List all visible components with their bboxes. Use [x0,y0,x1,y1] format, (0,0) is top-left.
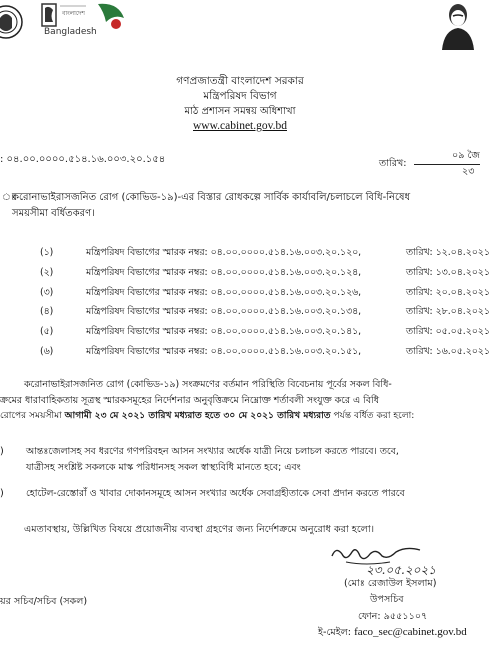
reference-number: (১) [40,247,54,258]
signatory-name: (মোঃ রেজাউল ইসলাম) [344,578,437,589]
reference-date: তারিখ: ২৮.০৪.২০২১ [406,306,490,317]
reference-number: (৪) [40,306,54,317]
reference-date: তারিখ: ১৩.০৪.২০২১ [406,267,490,278]
reference-text: মন্ত্রিপরিষদ বিভাগের স্মারক নম্বর: ০৪.০০.০০০০.৫১৪.১৬.০০৩.২০.১৪১, [86,326,362,337]
recipient: য়র সচিব/সচিব (সকল) [0,596,88,607]
body-line-3-end: পর্যন্ত বর্ধিত করা হলো: [330,411,415,421]
body-line-2: ক্রমের ধারাবাহিকতায় সূত্রস্থ স্মারকসমূহের নির্দেশনার অনুবৃত্তিক্রমে নিম্নোক্ত শর্তাবলী সংযুক্ত করে এ বিধি [0,395,379,406]
body-line-3-start: রোপের সময়সীমা [0,411,65,421]
subject-line-1: করোনাভাইরাসজনিত রোগ (কোভিড-১৯)-এর বিস্তার রোধকল্পে সার্বিক কার্যাবলি/চলাচলে বিধি-নিষেধ [12,192,411,203]
reference-number: (৬) [40,346,54,357]
signatory-phone: ফোন: ৯৫৫১১০৭ [358,611,428,622]
body-line-3-deadline: আগামী ২৩ মে ২০২১ তারিখ মধ্যরাত হতে ৩০ মে ২০২১ তারিখ মধ্যরাত [64,411,331,421]
condition-1-line-2: যাত্রীসহ সংশ্লিষ্ট সকলকে মাস্ক পরিধানসহ সকল স্বাস্থ্যবিধি মানতে হবে; এবং [26,462,301,473]
reference-date: তারিখ: ২০.০৪.২০২১ [406,287,490,298]
government-name: গণপ্রজাতন্ত্রী বাংলাদেশ সরকার [176,75,304,87]
memo-number: : ০৪.০০.০০০০.৫১৪.১৬.০০৩.২০.১৫৪ [0,154,166,165]
email-label: ই-মেইল: [318,627,352,638]
division-name: মন্ত্রিপরিষদ বিভাগ [203,90,277,102]
body-line-1: করোনাভাইরাসজনিত রোগ (কোভিড-১৯) সংক্রমণের বর্তমান পরিস্থিতি বিবেচনায় পূর্বের সকল বিধি- [24,379,392,390]
reference-text: মন্ত্রিপরিষদ বিভাগের স্মারক নম্বর: ০৪.০০.০০০০.৫১৪.১৬.০০৩.২০.১৩৪, [86,306,362,317]
condition-1-line-1: আন্তঃজেলাসহ সব ধরণের গণপরিবহন আসন সংখ্যার অর্ধেক যাত্রী নিয়ে চলাচল করতে পারবে। তবে, [26,446,399,457]
reference-text: মন্ত্রিপরিষদ বিভাগের স্মারক নম্বর: ০৪.০০.০০০০.৫১৪.১৬.০০৩.২০.১২৬, [86,287,362,298]
condition-2-number: ) [0,488,4,499]
svg-text:বাংলাদেশ: বাংলাদেশ [62,10,85,17]
closing-text: এমতাবস্থায়, উল্লিখিত বিষয়ে প্রয়োজনীয় ব্যবস্থা গ্রহণের জন্য নির্দেশক্রমে অনুরোধ করা হলো। [24,524,375,535]
handwritten-date: ২৩.০৫.২০২১ [366,563,437,577]
reference-text: মন্ত্রিপরিষদ বিভাগের স্মারক নম্বর: ০৪.০০.০০০০.৫১৪.১৬.০০৩.২০.১২০, [86,247,362,258]
body-line-3 [0,410,414,422]
reference-text: মন্ত্রিপরিষদ বিভাগের স্মারক নম্বর: ০৪.০০.০০০০.৫১৪.১৬.০০৩.২০.১২৪, [86,267,362,278]
condition-1-number: ) [0,446,4,457]
bangladesh-logo [40,0,132,46]
date-label: তারিখ: [379,158,407,169]
signatory-designation: উপসচিব [370,594,404,605]
govt-emblem-icon [0,4,26,40]
reference-number: (৩) [40,287,54,298]
date-day: ০৯ জৈ [452,150,480,161]
reference-number: (২) [40,267,54,278]
website-text[interactable]: www.cabinet.gov.bd [193,120,287,132]
website-link[interactable] [0,120,480,132]
condition-2-line-1: হোটেল-রেস্তোরাঁ ও খাবার দোকানসমূহে আসন সংখ্যার অর্ধেক সেবাগ্রহীতাকে সেবা প্রদান করতে পারবে [26,488,405,499]
date-underline [414,164,480,165]
portrait-icon [434,0,480,50]
date-year: ২৩ [462,166,475,177]
reference-date: তারিখ: ০৫.০৫.২০২১ [406,326,490,337]
bangladesh-logo-icon [40,0,132,46]
reference-date: তারিখ: ১৬.০৫.২০২১ [406,346,490,357]
branch-name: মাঠ প্রশাসন সমন্বয় অধিশাখা [184,106,296,117]
reference-text: মন্ত্রিপরিষদ বিভাগের স্মারক নম্বর: ০৪.০০.০০০০.৫১৪.১৬.০০৩.২০.১৫১, [86,346,362,357]
subject-line-2: সময়সীমা বর্ধিতকরণ। [12,208,95,219]
subject-label: ঃ [2,192,17,203]
signatory-email [318,626,467,641]
reference-date: তারিখ: ১২.০৪.২০২১ [406,247,490,258]
bangladesh-logo-label: Bangladesh [44,27,97,37]
reference-number: (৫) [40,326,54,337]
email-link[interactable]: faco_sec@cabinet.gov.bd [354,626,467,638]
